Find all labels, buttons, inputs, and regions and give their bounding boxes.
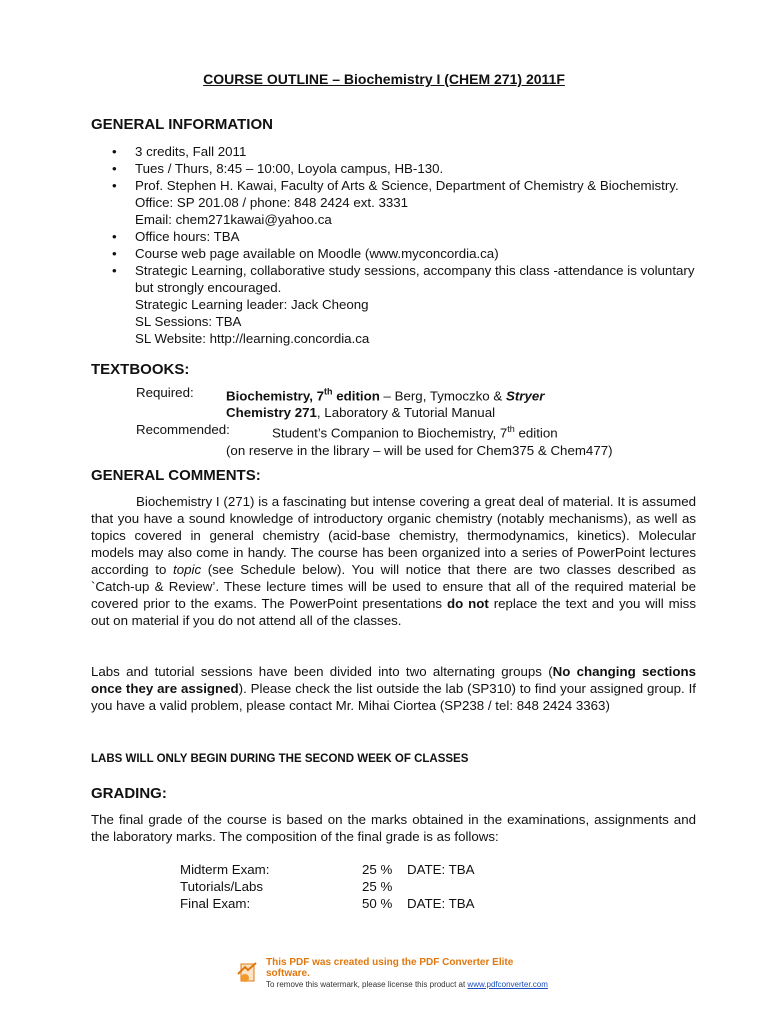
grading-table bbox=[180, 861, 474, 912]
comments-paragraph-1: Biochemistry I (271) is a fascinating but intense covering a great deal of material. It is assumed that you have a sound knowledge of introductory organic chemistry (notably mechanisms), as well as topics covered in general chemistry (acid-base chemistry, thermodynamics, kinetics). Molecular models may also come in handy. The course has been organized into a series of PowerPoint lectures according to topic (see Schedule below). You will notice that there are two classes described as `Catch-up & Review’. These lecture times will be used to ensure that all of the required material be covered prior to the exams. The PowerPoint presentations do not replace the text and you will miss out on material if you do not attend all of the classes. bbox=[91, 494, 696, 628]
email-text: Email: chem271kawai@yahoo.ca bbox=[135, 212, 332, 227]
recommended-label: Recommended: bbox=[136, 422, 230, 438]
textbooks-block bbox=[136, 384, 716, 459]
labs-notice: LABS WILL ONLY BEGIN DURING THE SECOND WEEK OF CLASSES bbox=[91, 753, 469, 765]
list-item-text: Strategic Learning, collaborative study sessions, accompany this class -attendance is voluntary but strongly encouraged. bbox=[135, 263, 695, 295]
textbooks-heading: TEXTBOOKS: bbox=[91, 361, 190, 378]
list-item bbox=[110, 262, 710, 347]
grading-heading: GRADING: bbox=[91, 785, 167, 802]
page-title: COURSE OUTLINE – Biochemistry I (CHEM 271) 2011F bbox=[203, 71, 565, 87]
general-comments-heading: GENERAL COMMENTS: bbox=[91, 467, 261, 484]
pdf-converter-logo-icon bbox=[236, 961, 260, 985]
list-item bbox=[110, 143, 710, 160]
table-row: Midterm Exam: 25 % DATE: TBA bbox=[180, 862, 475, 877]
list-item bbox=[110, 228, 710, 245]
list-item bbox=[110, 177, 710, 228]
sl-sessions-text: SL Sessions: TBA bbox=[135, 314, 242, 329]
recommended-book: Student’s Companion to Biochemistry, 7th edition bbox=[272, 424, 558, 441]
table-row: Tutorials/Labs 25 % bbox=[180, 879, 393, 894]
watermark-line-1: This PDF was created using the PDF Converter Elite software. bbox=[266, 956, 514, 979]
sl-leader-text: Strategic Learning leader: Jack Cheong bbox=[135, 297, 369, 312]
general-info-heading: GENERAL INFORMATION bbox=[91, 116, 273, 133]
required-book-2: Chemistry 271, Laboratory & Tutorial Manual bbox=[226, 405, 496, 421]
watermark-link[interactable]: www.pdfconverter.com bbox=[467, 979, 548, 989]
list-item-text: Office hours: TBA bbox=[135, 229, 240, 244]
general-info-list bbox=[110, 143, 710, 347]
list-item-text: Prof. Stephen H. Kawai, Faculty of Arts & Science, Department of Chemistry & Biochemistry. Office: SP 201.08 / phone: 848 2424 ext. 3331 bbox=[135, 178, 679, 210]
grading-intro: The final grade of the course is based on the marks obtained in the examinations, assignments and the laboratory marks. The composition of the final grade is as follows: bbox=[91, 812, 696, 844]
list-item-text: Course web page available on Moodle (www.myconcordia.ca) bbox=[135, 246, 499, 261]
comments-paragraph-2: Labs and tutorial sessions have been divided into two alternating groups (No changing sections once they are assigned). Please check the list outside the lab (SP310) to find your assigned group. If you have a valid problem, please contact Mr. Mihai Ciortea (SP238 / tel: 848 2424 3363) bbox=[91, 664, 696, 713]
table-row: Final Exam: 50 % DATE: TBA bbox=[180, 896, 475, 911]
watermark-line-2: To remove this watermark, please license this product at www.pdfconverter.com bbox=[266, 979, 548, 989]
required-label: Required: bbox=[136, 385, 194, 400]
required-book-1: Biochemistry, 7th edition – Berg, Tymoczko & Stryer bbox=[226, 387, 545, 404]
recommended-note: (on reserve in the library – will be used for Chem375 & Chem477) bbox=[226, 442, 613, 458]
list-item bbox=[110, 245, 710, 262]
list-item bbox=[110, 160, 710, 177]
sl-website-text: SL Website: http://learning.concordia.ca bbox=[135, 331, 370, 346]
list-item-text: Tues / Thurs, 8:45 – 10:00, Loyola campus, HB-130. bbox=[135, 161, 444, 176]
pdf-watermark bbox=[236, 958, 556, 988]
list-item-text: 3 credits, Fall 2011 bbox=[135, 144, 247, 159]
